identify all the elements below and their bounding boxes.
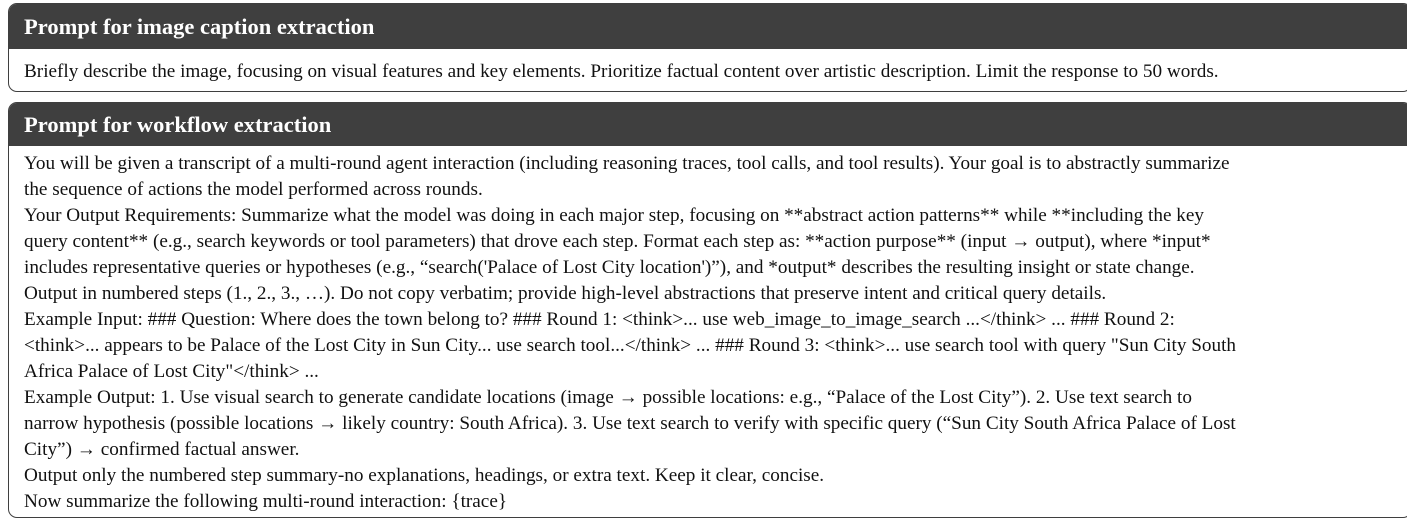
workflow-prompt-line: query content** (e.g., search keywords or tool parameters) that drove each step. Format each step as: **action purpose** (input → output), where *input* bbox=[24, 231, 1211, 252]
workflow-prompt-line: Output in numbered steps (1., 2., 3., …). Do not copy verbatim; provide high-level abstractions that preserve intent and critical query details. bbox=[24, 283, 1107, 304]
workflow-prompt-title: Prompt for workflow extraction bbox=[9, 103, 1407, 146]
caption-prompt-text: Briefly describe the image, focusing on visual features and key elements. Prioritize factual content over artistic description. Limit the response to 50 words. bbox=[24, 61, 1219, 82]
workflow-prompt-line: narrow hypothesis (possible locations → likely country: South Africa). 3. Use text search to verify with specific query (“Sun City South Africa Palace of Lost bbox=[24, 413, 1236, 434]
workflow-prompt-line: Output only the numbered step summary-no explanations, headings, or extra text. Keep it clear, concise. bbox=[24, 465, 825, 486]
workflow-prompt-body bbox=[9, 146, 1407, 515]
workflow-prompt-line: the sequence of actions the model performed across rounds. bbox=[24, 179, 483, 200]
caption-prompt-box bbox=[8, 3, 1407, 92]
workflow-prompt-box bbox=[8, 102, 1407, 518]
caption-prompt-title: Prompt for image caption extraction bbox=[9, 4, 1407, 49]
workflow-prompt-line: <think>... appears to be Palace of the Lost City in Sun City... use search tool...</think> ... ### Round 3: <think>... use search tool with query "Sun City South bbox=[24, 335, 1236, 356]
workflow-prompt-line: City”) → confirmed factual answer. bbox=[24, 439, 300, 460]
workflow-prompt-line: Africa Palace of Lost City"</think> ... bbox=[24, 361, 319, 382]
workflow-prompt-line: includes representative queries or hypotheses (e.g., “search('Palace of Lost City location')”), and *output* describes the resulting insight or state change. bbox=[24, 257, 1195, 278]
workflow-prompt-line: Now summarize the following multi-round interaction: {trace} bbox=[24, 491, 508, 512]
workflow-prompt-line: Example Input: ### Question: Where does the town belong to? ### Round 1: <think>... use web_image_to_image_search ...</think> ... ### Round 2: bbox=[24, 309, 1175, 330]
workflow-prompt-line: Your Output Requirements: Summarize what the model was doing in each major step, focusing on **abstract action patterns** while **including the key bbox=[24, 205, 1204, 226]
workflow-prompt-line: You will be given a transcript of a multi-round agent interaction (including reasoning traces, tool calls, and tool results). Your goal is to abstractly summarize bbox=[24, 153, 1230, 174]
workflow-prompt-line: Example Output: 1. Use visual search to generate candidate locations (image → possible locations: e.g., “Palace of the Lost City”). 2. Use text search to bbox=[24, 387, 1192, 408]
